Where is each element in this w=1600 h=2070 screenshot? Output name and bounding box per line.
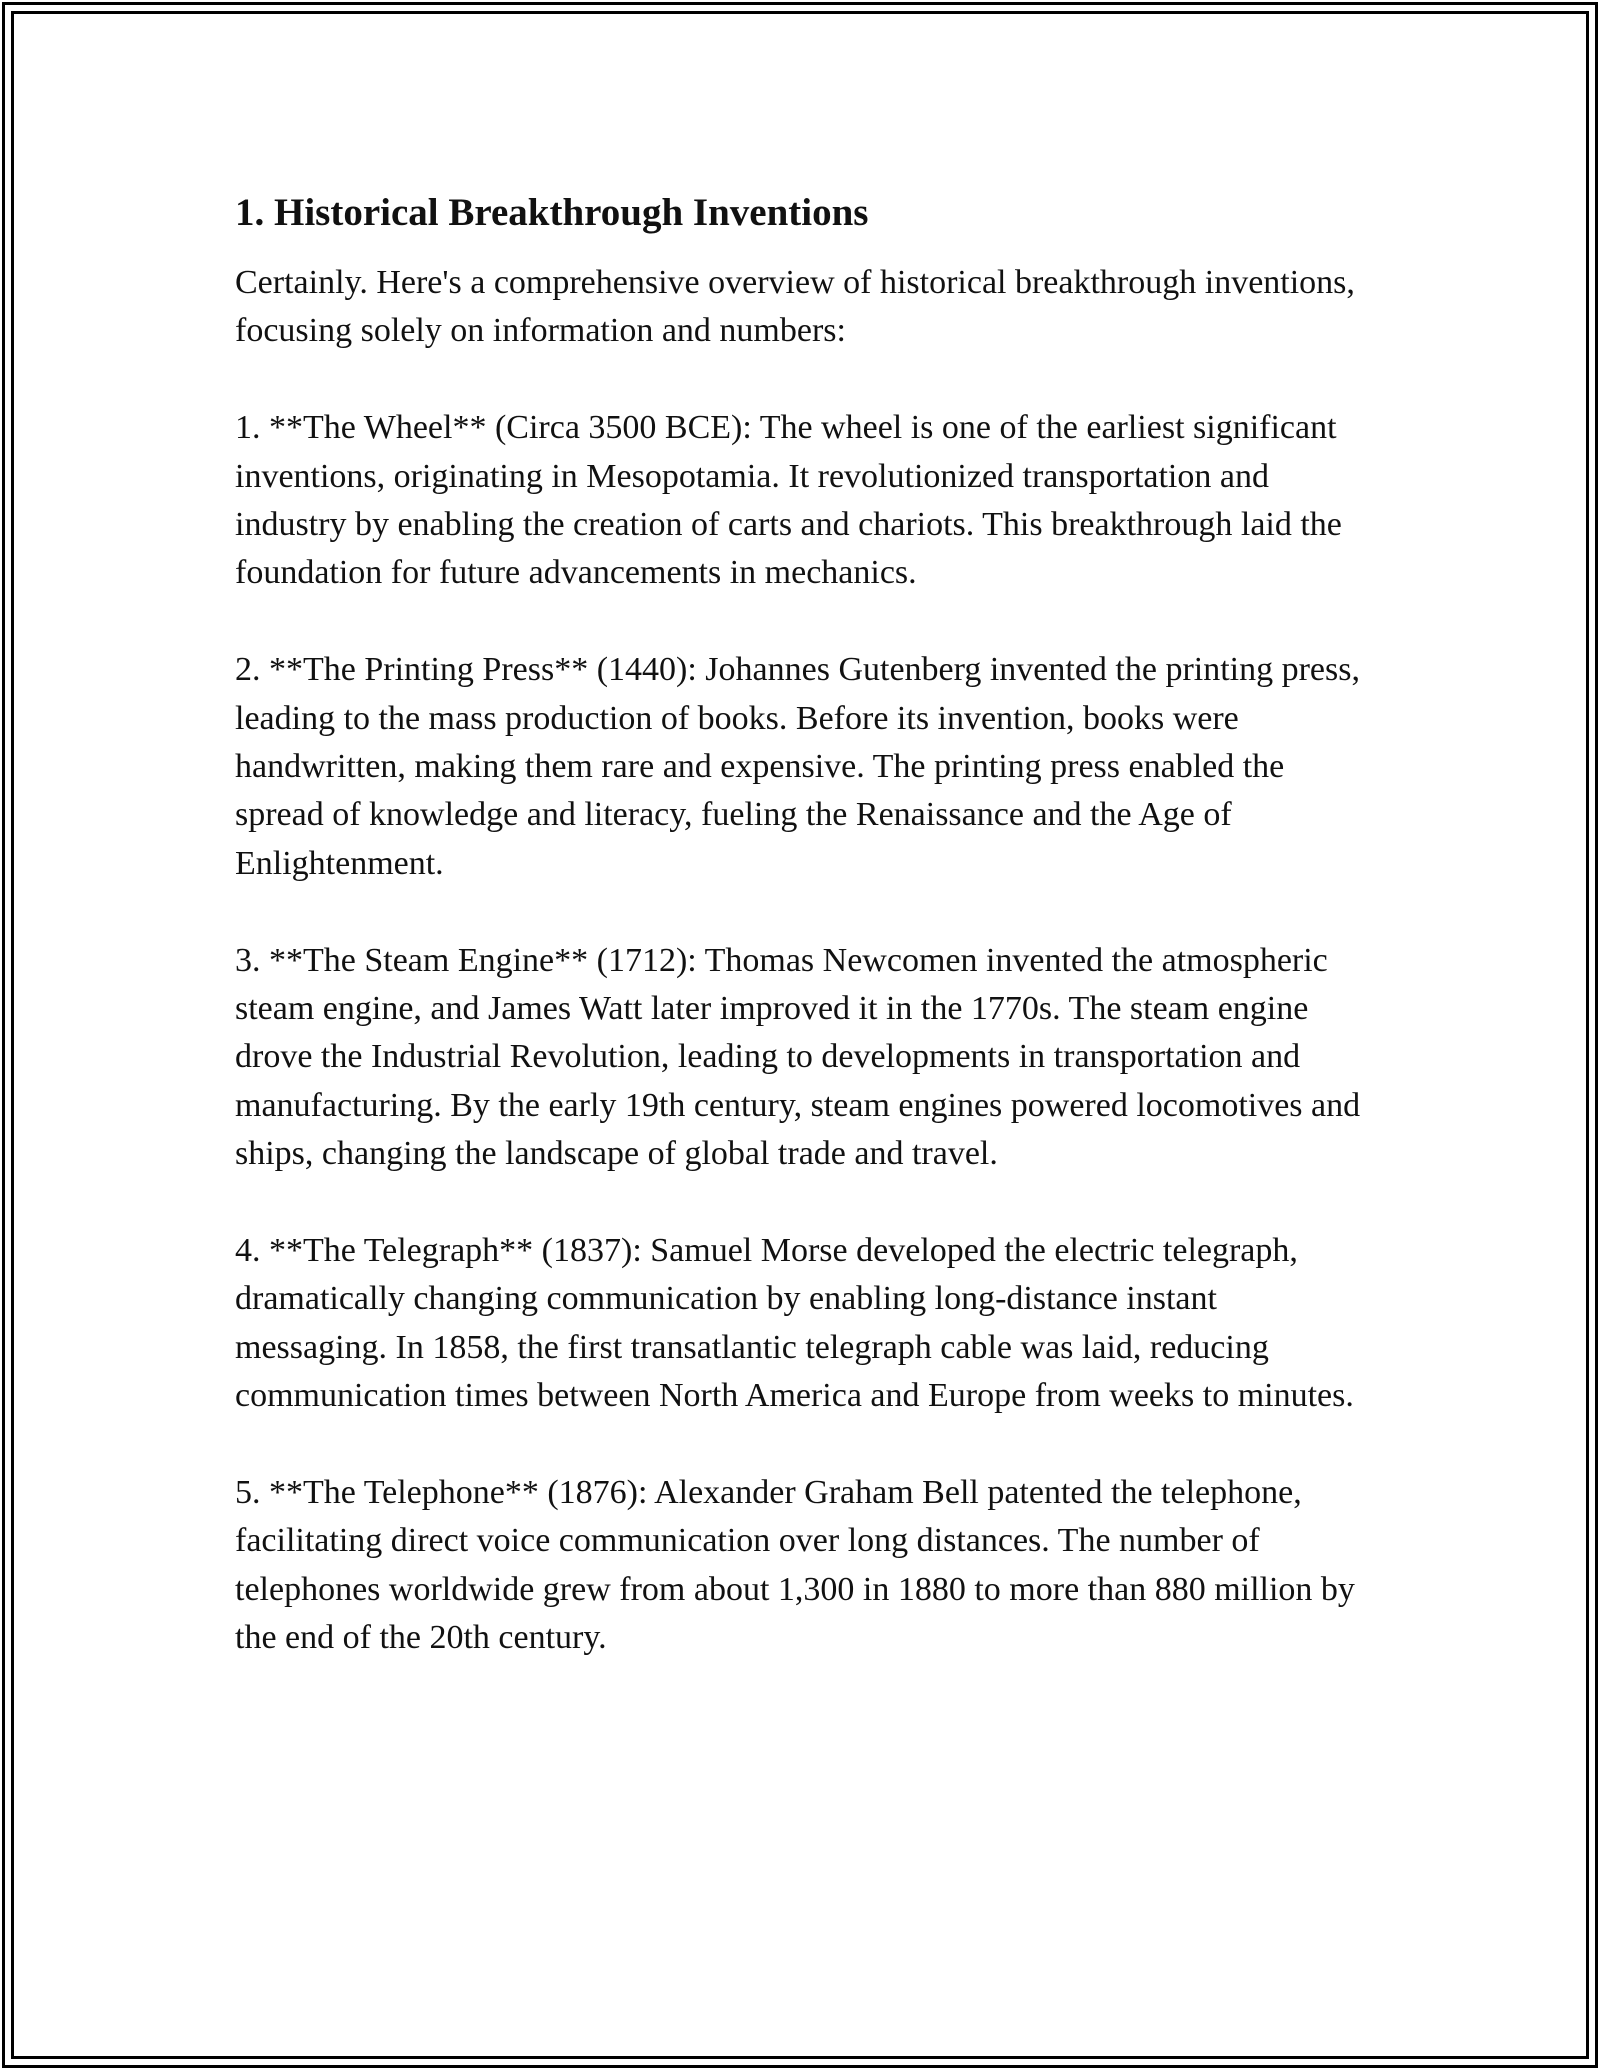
document-body <box>235 185 1375 1711</box>
intro-paragraph: Certainly. Here's a comprehensive overview of historical breakthrough inventions, focusing solely on information and numbers: <box>235 264 1355 350</box>
document-title: 1. Historical Breakthrough Inventions <box>235 191 869 234</box>
list-item-steam-engine: 3. **The Steam Engine** (1712): Thomas Newcomen invented the atmospheric steam engine, and James Watt later improved it in the 1770s. The steam engine drove the Industrial Revolution, leading to developments in transportation and manufacturing. By the early 19th century, steam engines powered locomotives and ships, changing the landscape of global trade and travel. <box>235 941 1361 1173</box>
list-item-printing-press: 2. **The Printing Press** (1440): Johannes Gutenberg invented the printing press, leading to the mass production of books. Before its invention, books were handwritten, making them rare and expensive. The printing press enabled the spread of knowledge and literacy, fueling the Renaissance and the Age of Enlightenment. <box>235 651 1360 882</box>
list-item-telephone: 5. **The Telephone** (1876): Alexander Graham Bell patented the telephone, facilitating direct voice communication over long distances. The number of telephones worldwide grew from about 1,300 in 1880 to more than 880 million by the end of the 20th century. <box>235 1474 1355 1657</box>
list-item-telegraph: 4. **The Telegraph** (1837): Samuel Morse developed the electric telegraph, dramatically changing communication by enabling long-distance instant messaging. In 1858, the first transatlantic telegraph cable was laid, reducing communication times between North America and Europe from weeks to minutes. <box>235 1232 1354 1415</box>
list-item-wheel: 1. **The Wheel** (Circa 3500 BCE): The wheel is one of the earliest significant inventions, originating in Mesopotamia. It revolutionized transportation and industry by enabling the creation of carts and chariots. This breakthrough laid the foundation for future advancements in mechanics. <box>235 409 1342 592</box>
